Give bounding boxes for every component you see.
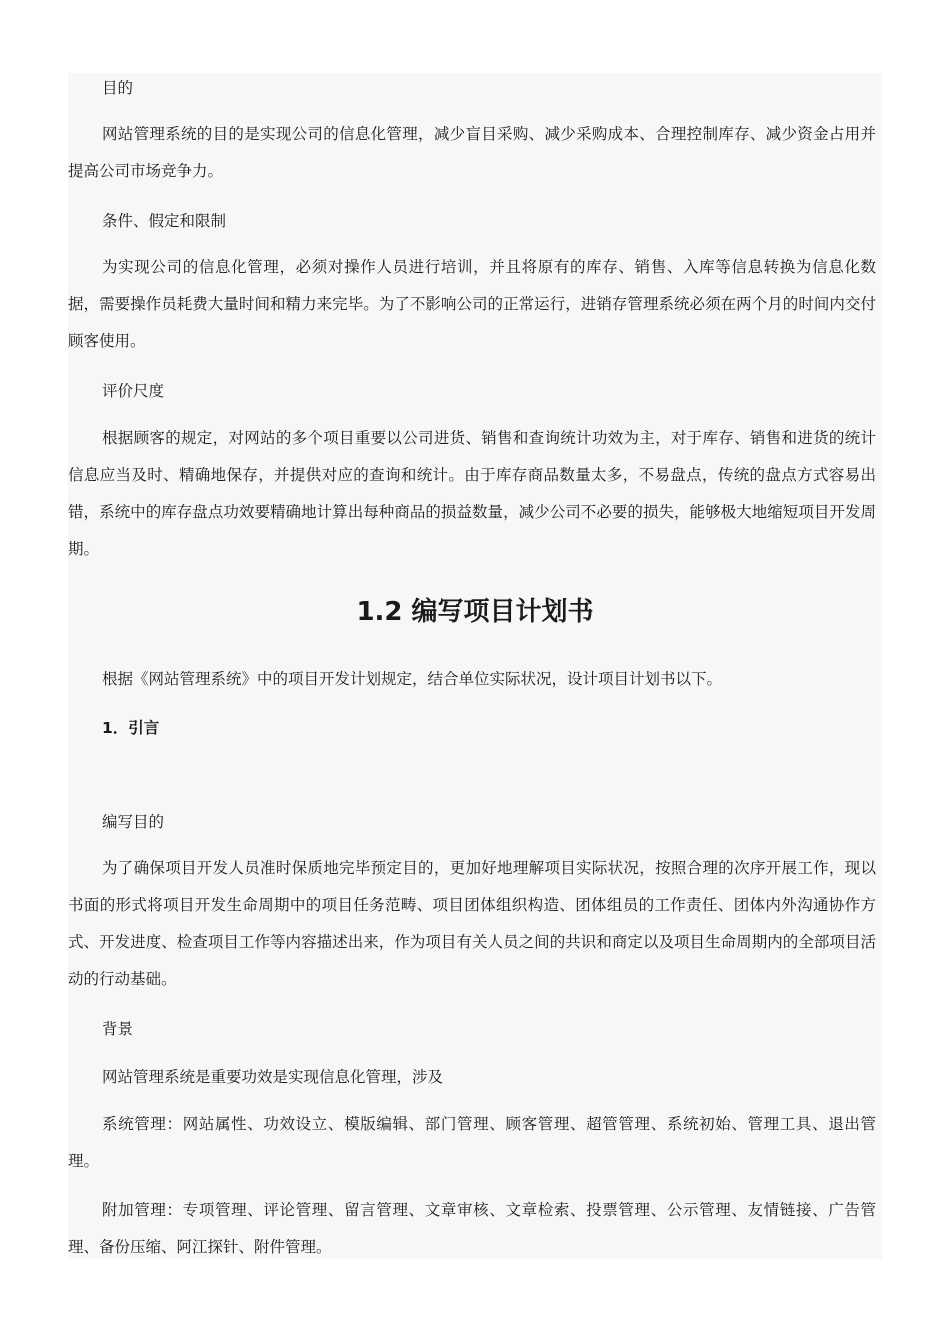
background-paragraph: 网站管理系统是重要功效是实现信息化管理，涉及 bbox=[102, 1068, 444, 1086]
writing-purpose-heading: 编写目的 bbox=[102, 813, 165, 831]
system-management-paragraph: 系统管理：网站属性、功效设立、模版编辑、部门管理、顾客管理、超管管理、系统初始、管理工具、退出管理。 bbox=[68, 1115, 876, 1170]
criteria-paragraph: 根据顾客的规定，对网站的多个项目重要以公司进货、销售和查询统计功效为主，对于库存、销售和进货的统计信息应当及时、精确地保存，并提供对应的查询和统计。由于库存商品数量太多，不易盘点，传统的盘点方式容易出错，系统中的库存盘点功效要精确地计算出每种商品的损益数量，减少公司不必要的损失，能够极大地缩短项目开发周期。 bbox=[68, 429, 876, 558]
background-heading: 背景 bbox=[102, 1020, 134, 1038]
purpose-paragraph: 网站管理系统的目的是实现公司的信息化管理，减少盲目采购、减少采购成本、合理控制库存、减少资金占用并提高公司市场竞争力。 bbox=[68, 125, 876, 180]
section-title: 1.2 编写项目计划书 bbox=[356, 597, 594, 627]
intro-heading: 1．引言 bbox=[102, 719, 160, 737]
conditions-heading: 条件、假定和限制 bbox=[102, 212, 227, 230]
criteria-heading: 评价尺度 bbox=[102, 382, 165, 400]
conditions-paragraph: 为实现公司的信息化管理，必须对操作人员进行培训，并且将原有的库存、销售、入库等信息转换为信息化数据，需要操作员耗费大量时间和精力来完毕。为了不影响公司的正常运行，进销存管理系统必须在两个月的时间内交付顾客使用。 bbox=[68, 258, 876, 350]
intro-paragraph: 根据《网站管理系统》中的项目开发计划规定，结合单位实际状况，设计项目计划书以下。 bbox=[102, 670, 723, 688]
writing-purpose-paragraph: 为了确保项目开发人员准时保质地完毕预定目的，更加好地理解项目实际状况，按照合理的次序开展工作，现以书面的形式将项目开发生命周期中的项目任务范畴、项目团体组织构造、团体组员的工作责任、团体内外沟通协作方式、开发进度、检查项目工作等内容描述出来，作为项目有关人员之间的共识和商定以及项目生命周期内的全部项目活动的行动基础。 bbox=[68, 859, 876, 988]
addon-management-paragraph: 附加管理：专项管理、评论管理、留言管理、文章审核、文章检索、投票管理、公示管理、友情链接、广告管理、备份压缩、阿江探针、附件管理。 bbox=[68, 1201, 876, 1256]
purpose-heading: 目的 bbox=[102, 79, 134, 97]
